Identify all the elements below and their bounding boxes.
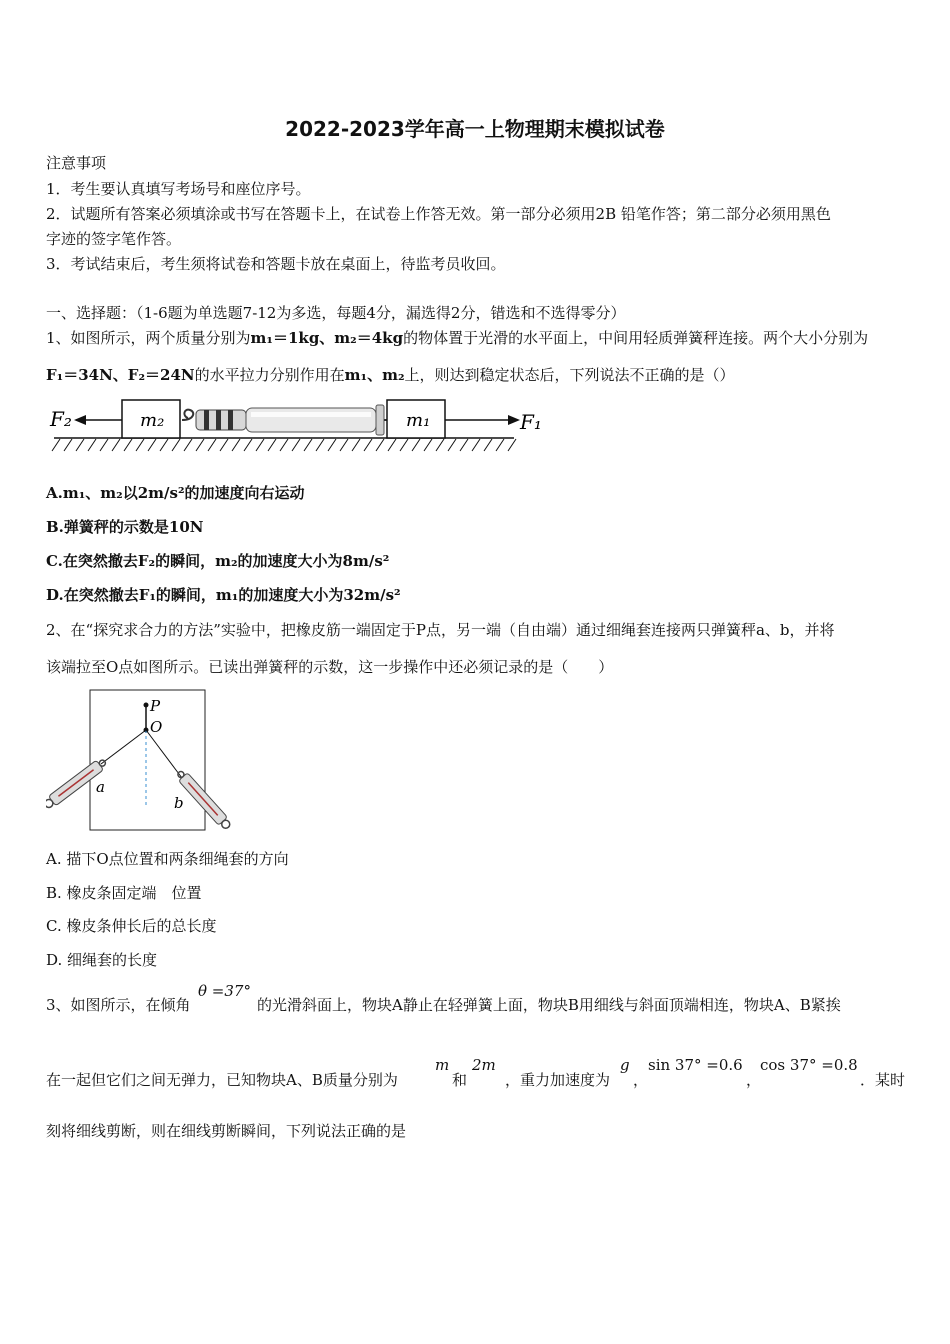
- q3-stem2-b: ，重力加速度为: [505, 1071, 611, 1089]
- q1-stem-line1: 1、如图所示，两个质量分别为m₁＝1kg、m₂＝4kg的物体置于光滑的水平面上，中间用轻质弹簧秤连接。两个大小分别为: [46, 329, 869, 347]
- f1-arrowhead: [508, 415, 520, 425]
- q3-cos: cos 37° =0.8: [760, 1056, 858, 1074]
- string-b: [146, 730, 182, 778]
- q2-stem-line2: 该端拉至O点如图所示。已读出弹簧秤的示数，这一步操作中还必须记录的是（ ）: [46, 658, 614, 676]
- scale-hook: [182, 410, 193, 420]
- section-heading: 一、选择题：（1-6题为单选题7-12为多选，每题4分，漏选得2分，错选和不选得零分）: [46, 304, 626, 322]
- q3-stem-b: 的光滑斜面上，物块A静止在轻弹簧上面，物块B用细线与斜面顶端相连，物块A、B紧挨: [257, 996, 841, 1014]
- q1-option-b: B.弹簧秤的示数是10N: [46, 518, 204, 536]
- q2-option-b: B. 橡皮条固定端 位置: [46, 884, 202, 902]
- q1-masses-eq: m₁＝1kg、m₂＝4kg: [250, 329, 404, 347]
- f2-arrowhead: [74, 415, 86, 425]
- q3-and: 和: [452, 1071, 468, 1089]
- notice-heading: 注意事项: [46, 154, 107, 172]
- q1-option-a: A.m₁、m₂以2m/s²的加速度向右运动: [46, 484, 305, 502]
- q3-mass-2m: 2m: [472, 1056, 496, 1074]
- board-frame: [90, 690, 205, 830]
- q2-figure: [46, 686, 236, 836]
- label-a: a: [96, 778, 105, 796]
- scale-body: [246, 408, 376, 432]
- scale-cap: [376, 405, 384, 435]
- q1-stem-line2: F₁＝34N、F₂＝24N的水平拉力分别作用在m₁、m₂上，则达到稳定状态后，下列说法不正确的是（）: [46, 366, 735, 384]
- m1-label: m₁: [406, 410, 431, 431]
- q1-option-d: D.在突然撤去F₁的瞬间，m₁的加速度大小为32m/s²: [46, 586, 401, 604]
- label-p: P: [150, 697, 161, 715]
- q3-comma2: ，: [746, 1071, 762, 1089]
- q3-stem3: 刻将细线剪断，则在细线剪断瞬间，下列说法正确的是: [46, 1122, 407, 1140]
- q3-theta: θ =37°: [198, 982, 251, 1000]
- q2-option-a: A. 描下O点位置和两条细绳套的方向: [46, 850, 289, 868]
- q3-comma1: ，: [633, 1071, 649, 1089]
- label-b: b: [174, 794, 184, 812]
- m2-label: m₂: [140, 410, 165, 431]
- q1-forces-eq: F₁＝34N、F₂＝24N: [46, 366, 195, 384]
- f1-label: F₁: [520, 410, 542, 434]
- label-o: O: [150, 718, 163, 736]
- q3-stem2-c: ．某时: [860, 1071, 906, 1089]
- q3-g: g: [620, 1056, 630, 1074]
- notice-item: 3．考试结束后，考生须将试卷和答题卡放在桌面上，待监考员收回。: [46, 255, 506, 273]
- q3-mass-m: m: [435, 1056, 450, 1074]
- notice-item: 字迹的签字笔作答。: [46, 230, 182, 248]
- q3-stem-a: 3、如图所示，在倾角: [46, 996, 191, 1014]
- q1-option-c: C.在突然撤去F₂的瞬间，m₂的加速度大小为8m/s²: [46, 552, 390, 570]
- q2-option-c: C. 橡皮条伸长后的总长度: [46, 917, 217, 935]
- notice-item: 2．试题所有答案必须填涂或书写在答题卡上，在试卷上作答无效。第一部分必须用2B 铅笔作答；第二部分必须用黑色: [46, 205, 831, 223]
- string-a: [101, 730, 146, 764]
- q2-stem-line1: 2、在“探究求合力的方法”实验中，把橡皮筋一端固定于P点，另一端（自由端）通过细绳套连接两只弹簧秤a、b，并将: [46, 621, 835, 639]
- ground-hatch: [52, 439, 516, 451]
- page-title: 2022-2023学年高一上物理期末模拟试卷: [285, 117, 665, 141]
- q1-figure: [46, 396, 546, 458]
- notice-item: 1．考生要认真填写考场号和座位序号。: [46, 180, 311, 198]
- q3-stem2-a: 在一起但它们之间无弹力，已知物块A、B质量分别为: [46, 1071, 398, 1089]
- q3-sin: sin 37° =0.6: [648, 1056, 743, 1074]
- q2-option-d: D. 细绳套的长度: [46, 951, 158, 969]
- f2-label: F₂: [50, 407, 72, 431]
